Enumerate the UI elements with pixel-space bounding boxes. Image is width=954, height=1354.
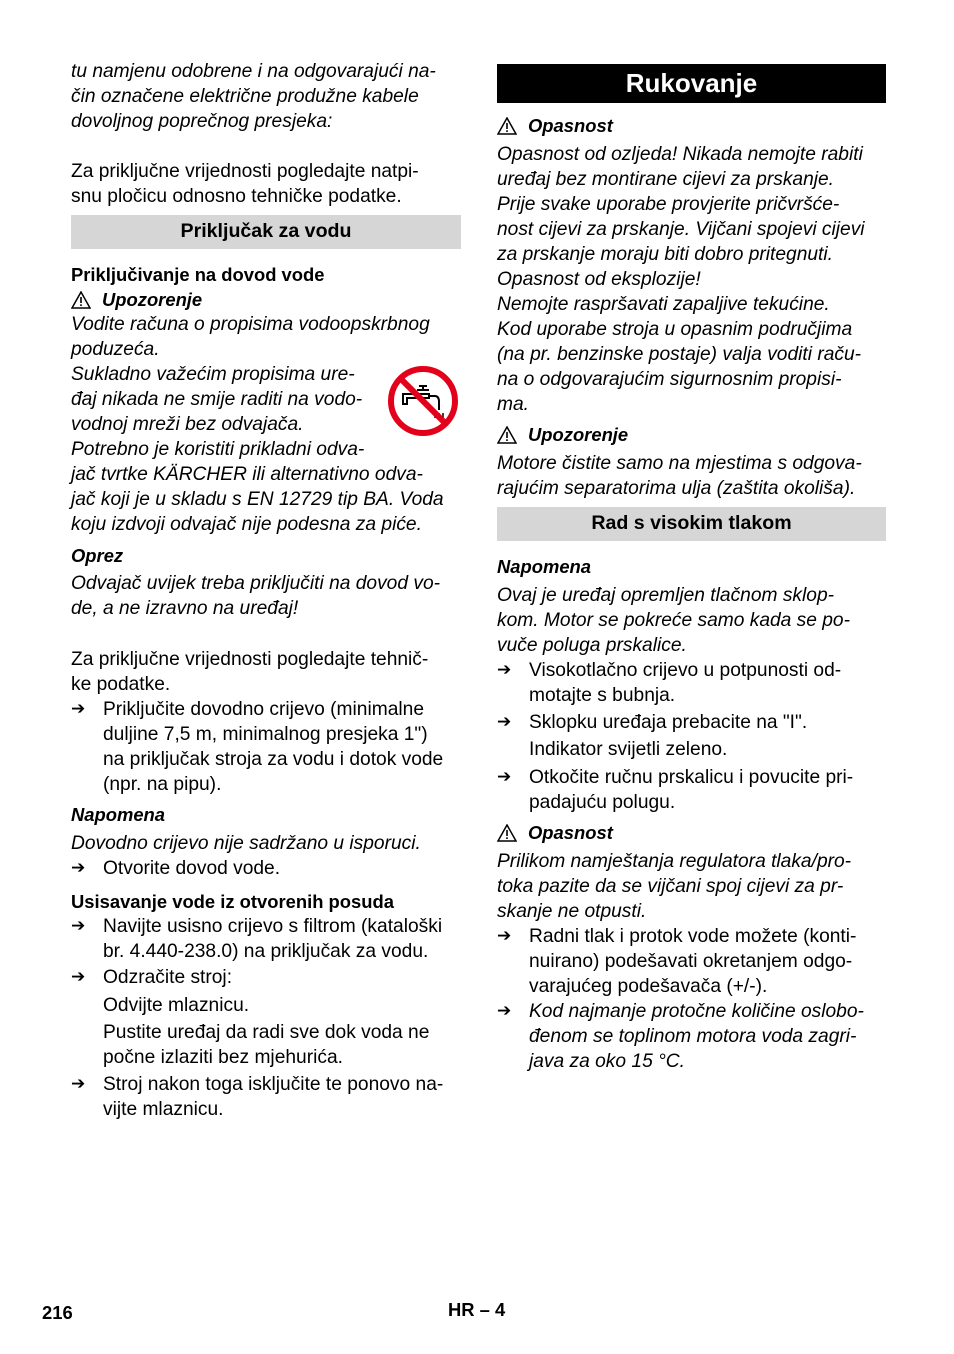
warning-triangle-icon (71, 291, 91, 309)
subheading-connect: Priključivanje na dovod vode (71, 264, 325, 285)
note-text: Dovodno crijevo nije sadržano u isporuci. (71, 833, 421, 854)
list-item: ➔ Priključite dovodno crijevo (minimalne duljine 7,5 m, minimalnog presjeka 1") na priključak stroja za vodu i dotok vode (npr. na pipu). (71, 699, 444, 795)
caution-heading: Oprez (71, 545, 124, 566)
warning-text: Motore čistite samo na mjestima s odgova- rajućim separatorima ulja (zaštita okoliša). (497, 453, 862, 499)
left-column (71, 59, 461, 1122)
warning-rest-text: Potrebno je koristiti prikladni odva- jač tvrtke KÄRCHER ili alternativno odva- jač koji je u skladu s EN 12729 tip BA. Voda koju izdvoji odvajač nije podesna za piće. (71, 439, 444, 535)
warning-heading: Upozorenje (71, 287, 461, 312)
list-item: ➔ Otkočite ručnu prskalicu i povucite pri- padajuću polugu. (497, 767, 854, 813)
list-item: ➔ Otvorite dovod vode. (71, 858, 281, 879)
section-heading-water: Priključak za vodu (71, 215, 461, 249)
list-item: ➔ Sklopku uređaja prebacite na "I". (497, 712, 808, 733)
warning-triangle-icon (497, 824, 517, 842)
danger-heading: Opasnost (497, 113, 886, 138)
note-heading: Napomena (71, 804, 166, 825)
arrow-icon: ➔ (497, 712, 512, 732)
warning-float-text: Sukladno važećim propisima ure- đaj nikada ne smije raditi na vodo- vodnoj mreži bez odvajača. (71, 364, 363, 435)
arrow-icon: ➔ (71, 967, 86, 987)
arrow-icon: ➔ (497, 926, 512, 946)
intro-paragraph: tu namjenu odobrene i na odgovarajući na- čin označene električne produžne kabele dovoljnog poprečnog presjeka: (71, 61, 436, 132)
warning-heading: Upozorenje (497, 422, 886, 447)
arrow-icon: ➔ (71, 916, 86, 936)
caution-text: Odvajač uvijek treba priključiti na dovod vo- de, a ne izravno na uređaj! (71, 573, 441, 619)
tech-data-paragraph: Za priključne vrijednosti pogledajte tehnič- ke podatke. (71, 649, 429, 695)
sub-step: Pustite uređaj da radi sve dok voda ne počne izlaziti bez mjehurića. (103, 1022, 430, 1068)
arrow-icon: ➔ (71, 858, 86, 878)
subheading-suction: Usisavanje vode iz otvorenih posuda (71, 891, 394, 912)
list-item: ➔ Odzračite stroj: (71, 967, 233, 988)
arrow-icon: ➔ (497, 660, 512, 680)
arrow-icon: ➔ (71, 1074, 86, 1094)
right-column (497, 64, 886, 1074)
section-title-rukovanje: Rukovanje (497, 64, 886, 103)
arrow-icon: ➔ (497, 767, 512, 787)
list-item: ➔ Navijte usisno crijevo s filtrom (kataloški br. 4.440-238.0) na priključak za vodu. (71, 916, 443, 962)
warning-float-block (71, 362, 461, 537)
warning-triangle-icon (497, 117, 517, 135)
danger-heading: Opasnost (497, 820, 886, 845)
note-text: Ovaj je uređaj opremljen tlačnom sklop- kom. Motor se pokreće samo kada se po- vuče poluga prskalice. (497, 585, 850, 656)
warning-triangle-icon (497, 426, 517, 444)
warning-text: Vodite računa o propisima vodoopskrbnog poduzeća. (71, 314, 430, 360)
sub-step: Odvijte mlaznicu. (103, 995, 250, 1016)
list-item: ➔ Stroj nakon toga isključite te ponovo na- vijte mlaznicu. (71, 1074, 444, 1120)
no-tap-connection-icon (387, 364, 459, 439)
list-item: ➔ Visokotlačno crijevo u potpunosti od- motajte s bubnja. (497, 660, 842, 706)
section-heading-high-pressure: Rad s visokim tlakom (497, 507, 886, 541)
arrow-icon: ➔ (71, 699, 86, 719)
page-number: 216 (42, 1302, 73, 1323)
supply-values-paragraph: Za priključne vrijednosti pogledajte natpi- snu pločicu odnosno tehničke podatke. (71, 161, 419, 207)
note-heading: Napomena (497, 556, 592, 577)
list-item: ➔ Kod najmanje protočne količine oslobo- đenom se toplinom motora voda zagri- java za oko 15 °C. (497, 1001, 864, 1072)
list-item: ➔ Radni tlak i protok vode možete (konti- nuirano) podešavati okretanjem odgo- varajućeg podešavača (+/-). (497, 926, 857, 997)
arrow-icon: ➔ (497, 1001, 512, 1021)
danger-text: Opasnost od ozljeda! Nikada nemojte rabiti uređaj bez montirane cijevi za prskanje. Prije svake uporabe provjerite pričvršće- nost cijevi za prskanje. Vijčani spojevi cijevi za prskanje moraju biti dobro pritegnuti. Opasnost od eksplozije! Nemojte raspršavati zapaljive tekućine. Kod uporabe stroja u opasnim područjima (na pr. benzinske postaje) valja voditi raču- na o odgovarajućim sigurnosnim propisi- ma. (497, 144, 865, 415)
sub-step: Indikator svijetli zeleno. (529, 739, 728, 760)
language-page-label: HR – 4 (448, 1299, 506, 1320)
danger-text: Prilikom namještanja regulatora tlaka/pro- toka pazite da se vijčani spoj cijevi za pr- skanje ne otpusti. (497, 851, 852, 922)
